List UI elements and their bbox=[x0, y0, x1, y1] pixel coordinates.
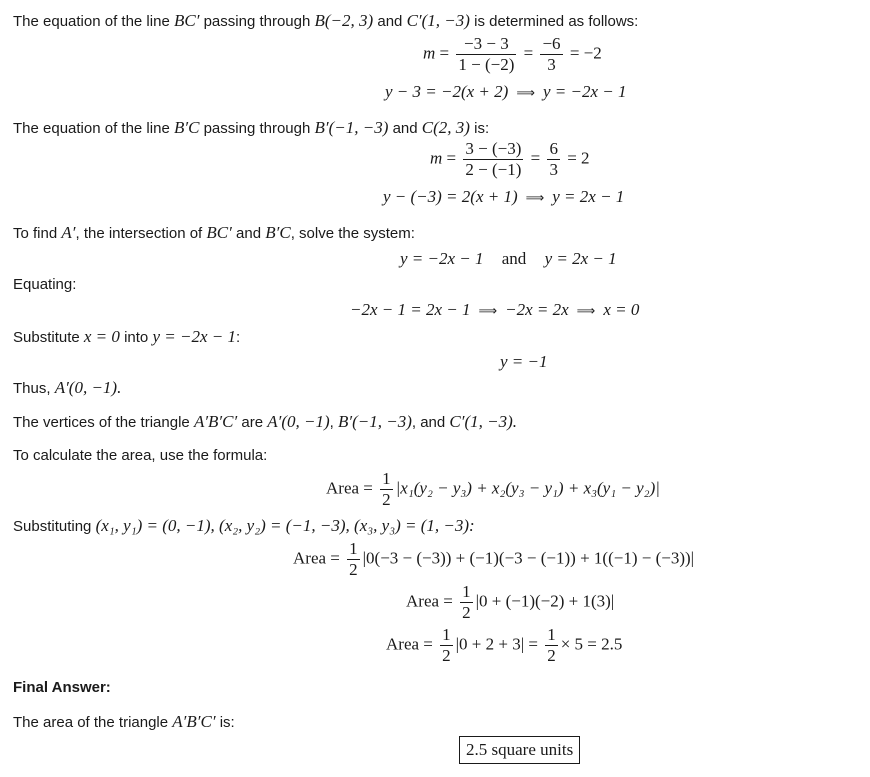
text-area-intro: To calculate the area, use the formula: bbox=[13, 447, 268, 464]
final-answer-heading: Final Answer: bbox=[13, 679, 111, 696]
math-area-formula: Area = $\frac{1}{2}$ |x₁(y₂ − y₃) + x₂(y₃ − y₁) + x₃(y₁ − y₂)| bbox=[326, 469, 660, 509]
math-slope-bprimec: m = $\frac{3 - (-3)}{2 - (-1)}$ = $\frac{6}{3}$ = 2 bbox=[430, 139, 590, 179]
math-point-cprime: C′(1, −3) bbox=[406, 11, 470, 30]
math-equating-steps: −2x − 1 = 2x − 1 ⟹ −2x = 2x ⟹ x = 0 bbox=[350, 300, 640, 319]
text-line-bcprime-intro: The equation of the line BC′ passing through B(−2, 3) and C′(1, −3) is determined as follows: bbox=[13, 11, 639, 30]
math-point-b: B(−2, 3) bbox=[314, 11, 374, 30]
math-area-calc-3: Area = $\frac{1}{2}$ |0 + 2 + 3| = $\frac{1}{2}$ × 5 = 2.5 bbox=[386, 625, 623, 665]
text-substituting: Substituting (x₁, y₁) = (0, −1), (x₂, y₂) = (−1, −3), (x₃, y₃) = (1, −3): bbox=[13, 516, 475, 535]
text-find-aprime: To find A′, the intersection of BC′ and B′C, solve the system: bbox=[13, 223, 415, 242]
math-system: y = −2x − 1 and y = 2x − 1 bbox=[400, 249, 617, 268]
math-area-calc-2: Area = $\frac{1}{2}$ |0 + (−1)(−2) + 1(3)| bbox=[406, 582, 615, 622]
text-thus-aprime: Thus, A′(0, −1). bbox=[13, 378, 122, 397]
math-line-bprimec-equation: y − (−3) = 2(x + 1) ⟹ y = 2x − 1 bbox=[383, 187, 625, 206]
math-line-bcprime-equation: y − 3 = −2(x + 2) ⟹ y = −2x − 1 bbox=[385, 82, 627, 101]
math-area-calc-1: Area = $\frac{1}{2}$ |0(−3 − (−3)) + (−1)(−3 − (−1)) + 1((−1) − (−3))| bbox=[293, 539, 695, 579]
math-slope-bcprime: m = $\frac{-3 - 3}{1 - (-2)}$ = $\frac{-6}{3}$ = −2 bbox=[423, 34, 602, 74]
boxed-final-answer: 2.5 square units bbox=[459, 736, 580, 764]
text-vertices: The vertices of the triangle A′B′C′ are A′(0, −1), B′(−1, −3), and C′(1, −3). bbox=[13, 412, 518, 431]
text-substitute: Substitute x = 0 into y = −2x − 1: bbox=[13, 327, 241, 346]
math-bcprime: BC′ bbox=[173, 11, 200, 30]
text-line-bprimec-intro: The equation of the line B′C passing through B′(−1, −3) and C(2, 3) is: bbox=[13, 118, 490, 137]
text-area-of-triangle: The area of the triangle A′B′C′ is: bbox=[13, 712, 235, 731]
math-y-result: y = −1 bbox=[500, 352, 548, 371]
text-equating: Equating: bbox=[13, 276, 77, 293]
